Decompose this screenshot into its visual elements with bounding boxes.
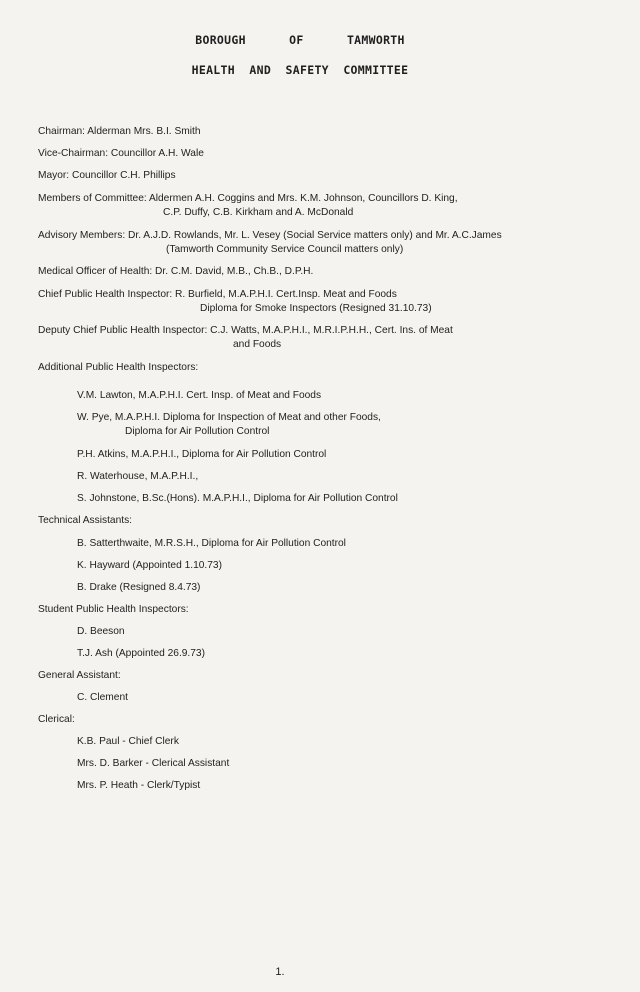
chief-phi-line-1: Chief Public Health Inspector: R. Burfield, M.A.P.H.I. Cert.Insp. Meat and Foods <box>38 289 397 300</box>
list-item: W. Pye, M.A.P.H.I. Diploma for Inspection of Meat and other Foods, <box>77 412 381 423</box>
list-item: P.H. Atkins, M.A.P.H.I., Diploma for Air Pollution Control <box>77 449 327 460</box>
heading-committee: HEALTH AND SAFETY COMMITTEE <box>191 63 409 77</box>
members-line-1: Members of Committee: Aldermen A.H. Coggins and Mrs. K.M. Johnson, Councillors D. King, <box>38 193 458 204</box>
list-item: Mrs. D. Barker - Clerical Assistant <box>77 758 230 769</box>
advisory-line-1: Advisory Members: Dr. A.J.D. Rowlands, Mr. L. Vesey (Social Service matters only) and Mr. A.C.James <box>38 230 502 241</box>
members-line-2: C.P. Duffy, C.B. Kirkham and A. McDonald <box>163 207 354 218</box>
heading-borough: BOROUGH OF TAMWORTH <box>195 33 405 47</box>
list-item: K.B. Paul - Chief Clerk <box>77 736 179 747</box>
technical-title: Technical Assistants: <box>38 515 132 526</box>
mayor-line: Mayor: Councillor C.H. Phillips <box>38 170 176 181</box>
moh-line: Medical Officer of Health: Dr. C.M. David, M.B., Ch.B., D.P.H. <box>38 266 314 277</box>
list-item: D. Beeson <box>77 626 125 637</box>
deputy-line-2: and Foods <box>233 339 282 350</box>
deputy-line-1: Deputy Chief Public Health Inspector: C.J. Watts, M.A.P.H.I., M.R.I.P.H.H., Cert. Ins. of Meat <box>38 325 453 336</box>
chairman-line: Chairman: Alderman Mrs. B.I. Smith <box>38 126 201 137</box>
list-item: B. Drake (Resigned 8.4.73) <box>77 582 201 593</box>
list-item: Diploma for Air Pollution Control <box>125 426 270 437</box>
list-item: S. Johnstone, B.Sc.(Hons). M.A.P.H.I., Diploma for Air Pollution Control <box>77 493 398 504</box>
additional-phi-title: Additional Public Health Inspectors: <box>38 362 199 373</box>
list-item: Mrs. P. Heath - Clerk/Typist <box>77 780 201 791</box>
list-item: C. Clement <box>77 692 128 703</box>
list-item: V.M. Lawton, M.A.P.H.I. Cert. Insp. of Meat and Foods <box>77 390 322 401</box>
list-item: T.J. Ash (Appointed 26.9.73) <box>77 648 205 659</box>
list-item: K. Hayward (Appointed 1.10.73) <box>77 560 222 571</box>
clerical-title: Clerical: <box>38 714 75 725</box>
list-item: B. Satterthwaite, M.R.S.H., Diploma for Air Pollution Control <box>77 538 346 549</box>
students-title: Student Public Health Inspectors: <box>38 604 189 615</box>
page-number: 1. <box>275 966 285 978</box>
vice-chairman-line: Vice-Chairman: Councillor A.H. Wale <box>38 148 204 159</box>
list-item: R. Waterhouse, M.A.P.H.I., <box>77 471 199 482</box>
general-title: General Assistant: <box>38 670 121 681</box>
advisory-line-2: (Tamworth Community Service Council matters only) <box>166 244 404 255</box>
chief-phi-line-2: Diploma for Smoke Inspectors (Resigned 31.10.73) <box>200 303 432 314</box>
